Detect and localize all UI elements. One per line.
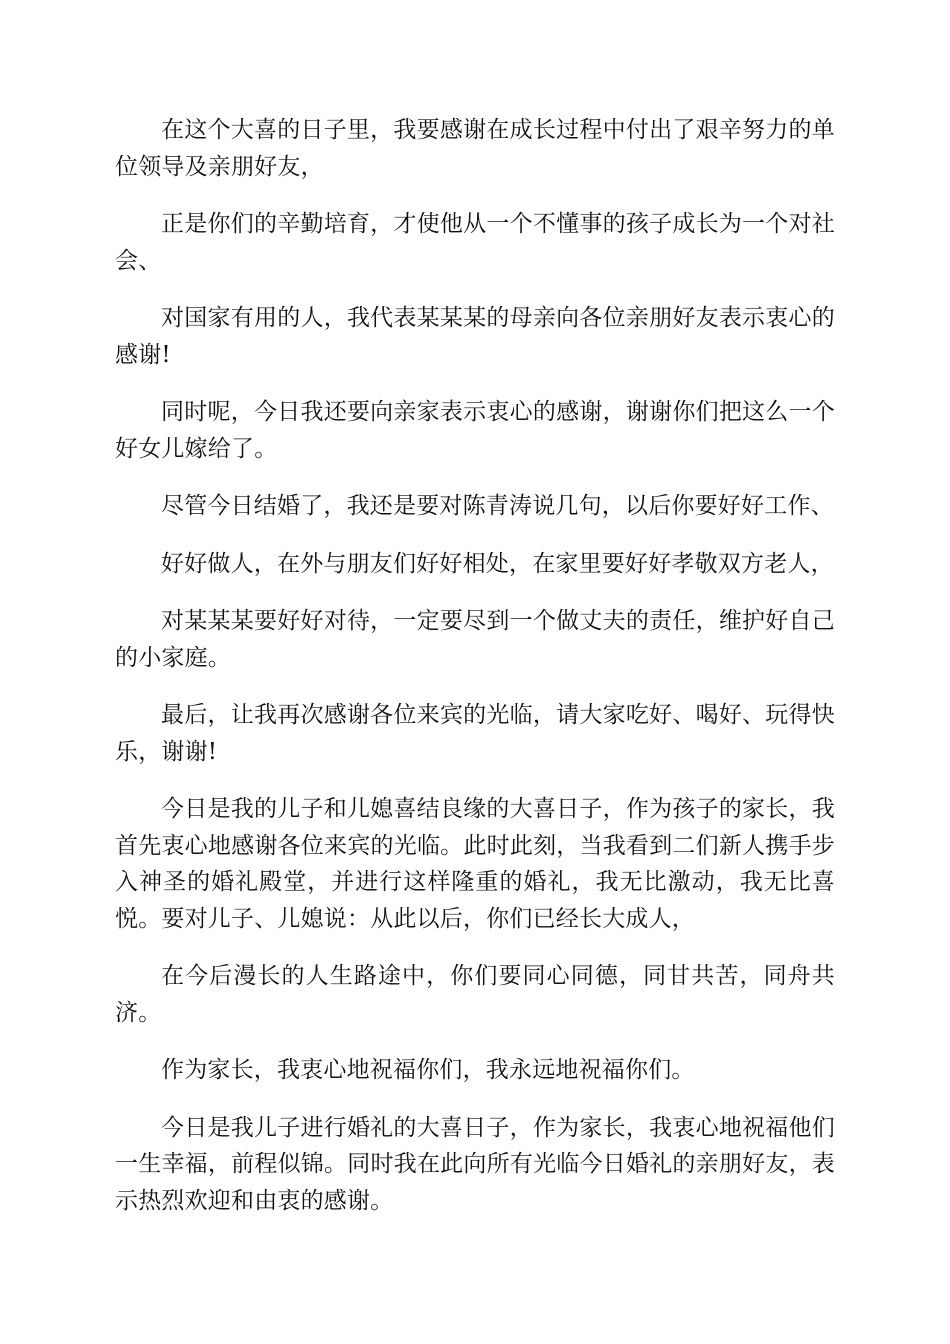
paragraph-2: 正是你们的辛勤培育，才使他从一个不懂事的孩子成长为一个对社会、 xyxy=(115,211,835,274)
paragraph-1: 在这个大喜的日子里，我要感谢在成长过程中付出了艰辛努力的单位领导及亲朋好友， xyxy=(115,117,835,180)
paragraph-10: 在今后漫长的人生路途中，你们要同心同德，同甘共苦，同舟共济。 xyxy=(115,963,835,1026)
paragraph-6: 好好做人，在外与朋友们好好相处，在家里要好好孝敬双方老人， xyxy=(161,550,834,577)
paragraph-3: 对国家有用的人，我代表某某某的母亲向各位亲朋好友表示衷心的感谢! xyxy=(115,305,835,368)
paragraph-7: 对某某某要好好对待，一定要尽到一个做丈夫的责任，维护好自己的小家庭。 xyxy=(115,608,835,671)
paragraph-8: 最后，让我再次感谢各位来宾的光临，请大家吃好、喝好、玩得快乐，谢谢! xyxy=(115,702,835,765)
paragraph-11: 作为家长，我衷心地祝福你们，我永远地祝福你们。 xyxy=(161,1057,695,1083)
document-page xyxy=(115,112,835,1240)
paragraph-12: 今日是我儿子进行婚礼的大喜日子，作为家长，我衷心地祝福他们一生幸福，前程似锦。同时我在此向所有光临今日婚礼的亲朋好友，表示热烈欢迎和由衷的感谢。 xyxy=(115,1114,835,1214)
paragraph-5: 尽管今日结婚了，我还是要对陈青涛说几句，以后你要好好工作、 xyxy=(161,493,834,519)
paragraph-9: 今日是我的儿子和儿媳喜结良缘的大喜日子，作为孩子的家长，我首先衷心地感谢各位来宾的光临。此时此刻，当我看到二们新人携手步入神圣的婚礼殿堂，并进行这样隆重的婚礼，我无比激动，我无比喜悦。要对儿子、儿媳说：从此以后，你们已经长大成人， xyxy=(115,796,835,932)
paragraph-4: 同时呢，今日我还要向亲家表示衷心的感谢，谢谢你们把这么一个好女儿嫁给了。 xyxy=(115,399,835,462)
